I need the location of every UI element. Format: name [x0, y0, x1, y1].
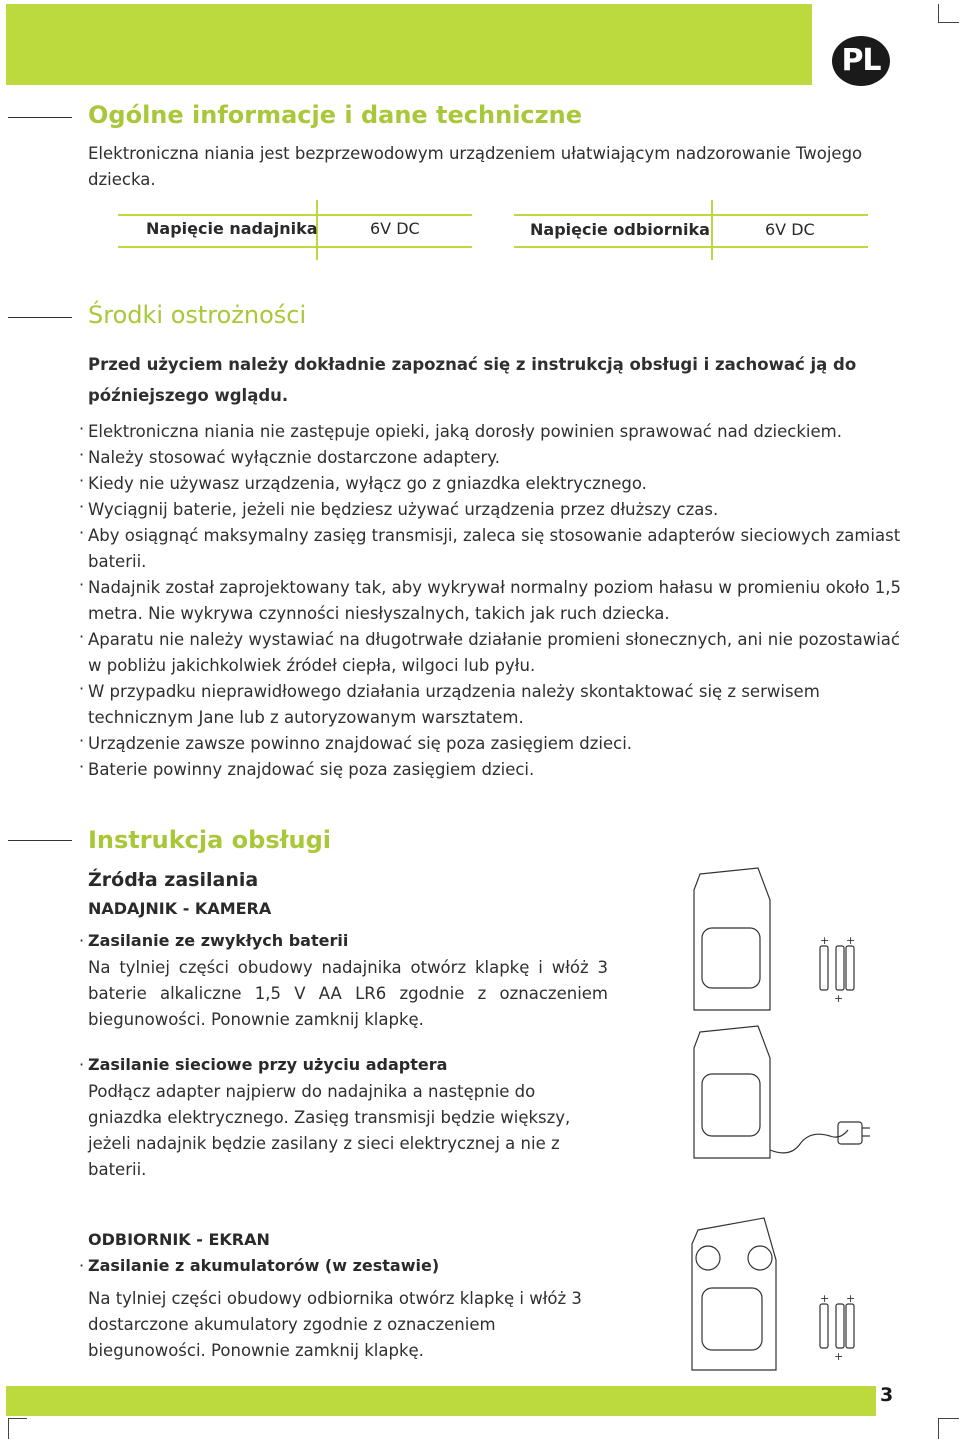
crop-mark-top-right — [938, 4, 959, 23]
list-item: Nadajnik został zaprojektowany tak, aby wykrywał normalny poziom hałasu w promieniu około 1,5 metra. Nie wykrywa czynności niesłyszalnych, takich jak ruch dziecka. — [88, 578, 902, 623]
bullet: · — [79, 1256, 85, 1275]
bullet: · — [79, 931, 85, 950]
item-title: Zasilanie z akumulatorów (w zestawie) — [88, 1256, 440, 1275]
item-text: Na tylniej części obudowy nadajnika otwórz klapkę i włóż 3 baterie alkaliczne 1,5 V AA LR6 zgodnie z oznaczeniem biegunowości. Ponownie zamknij klapkę. — [88, 958, 608, 1029]
language-badge-text: PL — [841, 43, 881, 78]
list-item: W przypadku nieprawidłowego działania urządzenia należy skontaktować się z serwisem technicznym Jane lub z autoryzowanym warsztatem. — [88, 682, 820, 727]
spec-value: 6V DC — [765, 220, 815, 239]
bullet: · — [79, 445, 85, 464]
list-item: Aby osiągnąć maksymalny zasięg transmisji, zaleca się stosowanie adapterów sieciowych zamiast baterii. — [88, 526, 901, 571]
item-text: Na tylniej części obudowy odbiornika otwórz klapkę i włóż 3 dostarczone akumulatory zgodnie z oznaczeniem biegunowości. Ponownie zamknij klapkę. — [88, 1289, 582, 1360]
bullet: · — [79, 497, 85, 516]
language-badge — [832, 36, 890, 86]
list-item: Baterie powinny znajdować się poza zasięgiem dzieci. — [88, 760, 535, 779]
crop-mark-bottom-right — [938, 1418, 959, 1439]
svg-text:+: + — [834, 1350, 844, 1363]
svg-text:+: + — [834, 992, 844, 1005]
section-rule — [8, 117, 72, 118]
section-title: Instrukcja obsługi — [88, 826, 332, 854]
item-title: Zasilanie ze zwykłych baterii — [88, 931, 349, 950]
bullet: · — [79, 679, 85, 698]
page-number: 3 — [880, 1384, 894, 1406]
bullet: · — [79, 575, 85, 594]
svg-text:+: + — [820, 1292, 830, 1305]
list-item: Kiedy nie używasz urządzenia, wyłącz go z gniazdka elektrycznego. — [88, 474, 647, 493]
svg-text:+: + — [846, 934, 856, 947]
receiver-heading: ODBIORNIK - EKRAN — [88, 1230, 270, 1249]
bullet: · — [79, 731, 85, 750]
list-item: Wyciągnij baterie, jeżeli nie będziesz używać urządzenia przez dłuższy czas. — [88, 500, 719, 519]
crop-mark-bottom-left — [8, 1418, 27, 1439]
list-item: Należy stosować wyłącznie dostarczone adaptery. — [88, 448, 500, 467]
item-title: Zasilanie sieciowe przy użyciu adaptera — [88, 1055, 448, 1074]
transmitter-heading: NADAJNIK - KAMERA — [88, 899, 272, 918]
section-title: Środki ostrożności — [88, 301, 307, 329]
list-item: Aparatu nie należy wystawiać na długotrwałe działanie promieni słonecznych, ani nie pozostawiać w pobliżu jakichkolwiek źródeł ciepła, wilgoci lub pyłu. — [88, 630, 900, 675]
section-rule — [8, 840, 72, 841]
footer-bar — [6, 1386, 876, 1416]
lead-text: Przed użyciem należy dokładnie zapoznać się z instrukcją obsługi i zachować ją do późniejszego wglądu. — [88, 355, 857, 405]
bullet: · — [79, 627, 85, 646]
transmitter-battery-illustration — [680, 860, 880, 1020]
list-item: Urządzenie zawsze powinno znajdować się poza zasięgiem dzieci. — [88, 734, 633, 753]
svg-text:+: + — [820, 934, 830, 947]
spec-value: 6V DC — [370, 219, 420, 238]
svg-text:+: + — [846, 1292, 856, 1305]
intro-text: Elektroniczna niania jest bezprzewodowym urządzeniem ułatwiającym nadzorowanie Twojego dziecka. — [88, 144, 863, 189]
bullet: · — [79, 471, 85, 490]
header-bar — [6, 4, 812, 85]
bullet: · — [79, 757, 85, 776]
spec-label: Napięcie nadajnika — [146, 219, 318, 238]
bullet: · — [79, 419, 85, 438]
item-text: Podłącz adapter najpierw do nadajnika a następnie do gniazdka elektrycznego. Zasięg transmisji będzie większy, jeżeli nadajnik będzie zasilany z sieci elektrycznej a nie z baterii. — [88, 1082, 571, 1179]
section-rule — [8, 317, 72, 318]
transmitter-adapter-illustration — [680, 1018, 880, 1168]
subsection-title: Źródła zasilania — [88, 869, 259, 891]
bullet: · — [79, 523, 85, 542]
bullet: · — [79, 1055, 85, 1074]
section-title: Ogólne informacje i dane techniczne — [88, 101, 582, 129]
spec-label: Napięcie odbiornika — [530, 220, 710, 239]
receiver-battery-illustration — [680, 1210, 880, 1380]
list-item: Elektroniczna niania nie zastępuje opieki, jaką dorosły powinien sprawować nad dzieckiem. — [88, 422, 842, 441]
